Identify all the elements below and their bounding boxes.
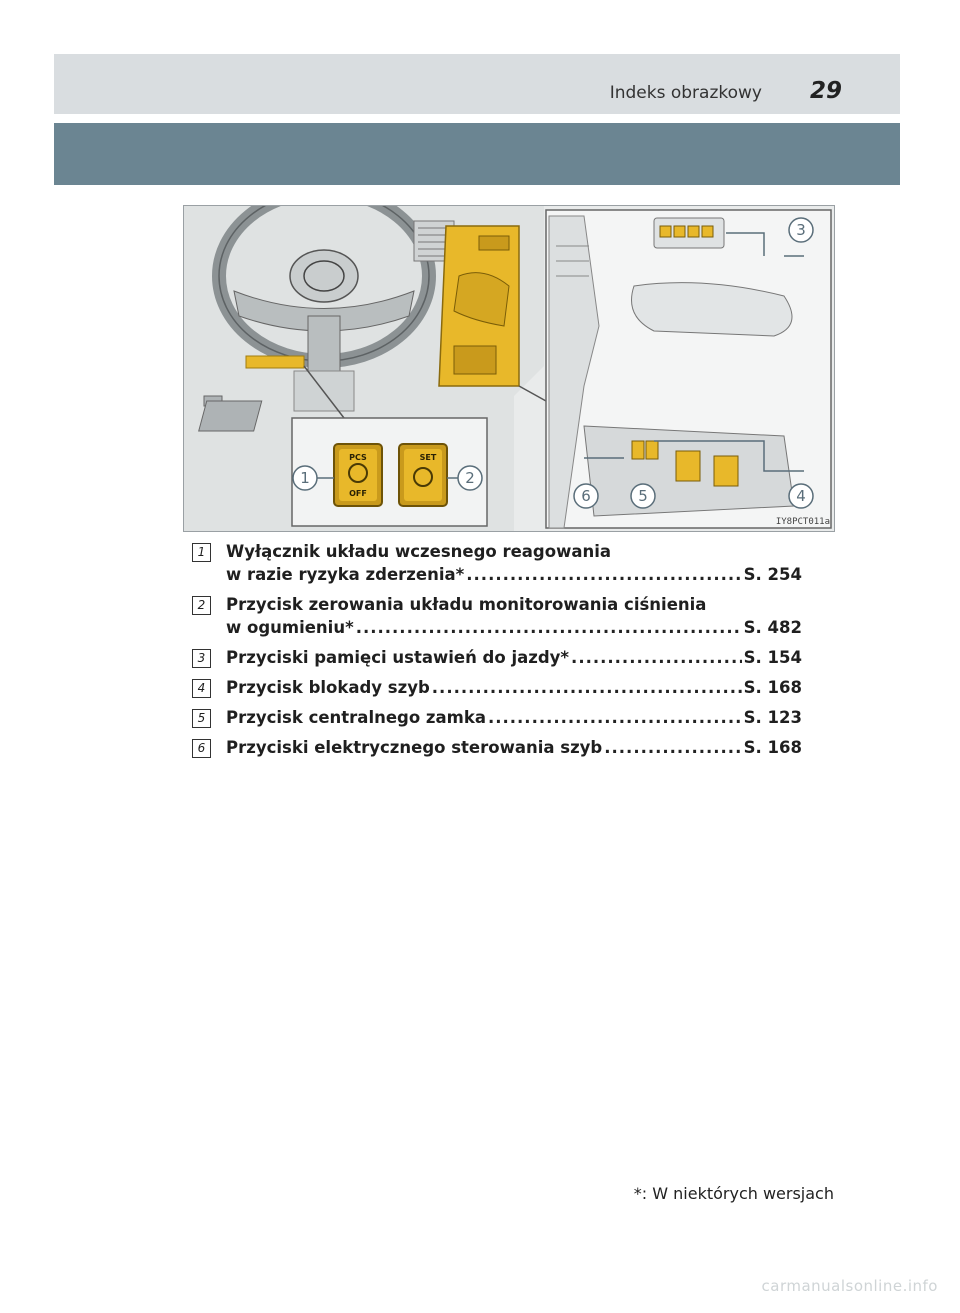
item-number: 5: [192, 709, 211, 728]
item-line: Przycisk blokady szyb: [226, 678, 430, 697]
window-lock-button: [646, 441, 658, 459]
page-number: 29: [809, 78, 842, 104]
item-number: 2: [192, 596, 211, 615]
item-line: Przycisk centralnego zamka: [226, 708, 486, 727]
page-reference[interactable]: S. 154: [743, 648, 802, 667]
page-reference[interactable]: S. 254: [743, 565, 802, 584]
list-item: [192, 646, 802, 669]
list-item: [192, 540, 802, 586]
item-line: Przycisk zerowania układu monitorowania ciśnienia: [226, 595, 707, 614]
callout-6-label: 6: [581, 487, 591, 505]
page-header: [54, 54, 900, 114]
watermark: carmanualsonline.info: [761, 1277, 938, 1295]
list-item: [192, 706, 802, 729]
item-number: 6: [192, 739, 211, 758]
list-item: [192, 593, 802, 639]
item-line: Przyciski elektrycznego sterowania szyb: [226, 738, 603, 757]
switch-inset: [292, 418, 487, 526]
window-switch-1: [676, 451, 700, 481]
callout-4-label: 4: [796, 487, 806, 505]
section-band: [54, 123, 900, 185]
window-switch-2: [714, 456, 738, 486]
set-label: SET: [419, 453, 437, 462]
item-number: 1: [192, 543, 211, 562]
lexus-logo-icon: [290, 250, 358, 302]
page-reference[interactable]: S. 482: [743, 618, 802, 637]
page-reference[interactable]: S. 168: [743, 738, 802, 757]
callout-5-label: 5: [638, 487, 648, 505]
dashboard-drawing: [184, 206, 834, 531]
off-label: OFF: [349, 489, 367, 498]
item-list: [192, 540, 802, 766]
pcs-switch-location: [246, 356, 304, 368]
section-title: Indeks obrazkowy: [609, 83, 762, 103]
pcs-label: PCS: [349, 453, 367, 462]
item-number: 4: [192, 679, 211, 698]
dashboard-illustration: [183, 205, 835, 532]
callout-1-label: 1: [300, 469, 310, 487]
footnote: *: W niektórych wersjach: [633, 1184, 834, 1203]
item-number: 3: [192, 649, 211, 668]
page-reference[interactable]: S. 168: [743, 678, 802, 697]
figure-code: IY8PCT011a: [775, 517, 830, 527]
central-lock-button: [632, 441, 644, 459]
page-reference[interactable]: S. 123: [743, 708, 802, 727]
item-line: Przyciski pamięci ustawień do jazdy*: [226, 648, 570, 667]
item-line: w razie ryzyka zderzenia*: [226, 565, 465, 584]
item-line: w ogumieniu*: [226, 618, 354, 637]
callout-2-label: 2: [465, 469, 475, 487]
brake-pedal: [199, 401, 262, 431]
callout-3-label: 3: [796, 221, 806, 239]
list-item: [192, 676, 802, 699]
item-line: Wyłącznik układu wczesnego reagowania: [226, 542, 611, 561]
list-item: [192, 736, 802, 759]
